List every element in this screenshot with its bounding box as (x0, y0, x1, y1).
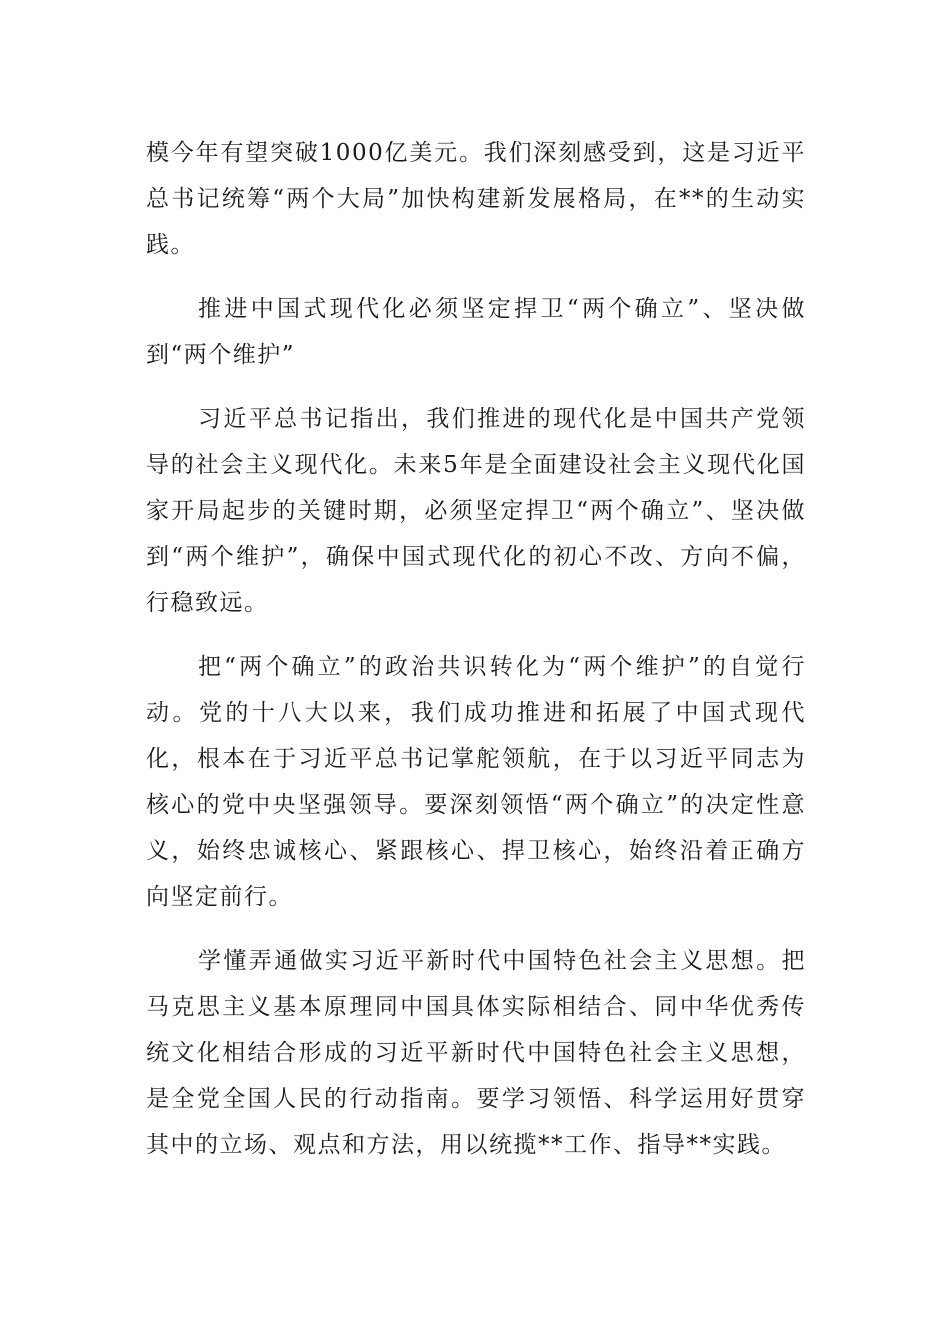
paragraph: 把“两个确立”的政治共识转化为“两个维护”的自觉行动。党的十八大以来，我们成功推进和拓展了中国式现代化，根本在于习近平总书记掌舵领航，在于以习近平同志为核心的党中央坚强领导。要深刻领悟“两个确立”的决定性意义，始终忠诚核心、紧跟核心、捍卫核心，始终沿着正确方向坚定前行。 (146, 654, 806, 910)
paragraph: 习近平总书记指出，我们推进的现代化是中国共产党领导的社会主义现代化。未来5年是全面建设社会主义现代化国家开局起步的关键时期，必须坚定捍卫“两个确立”、坚决做到“两个维护”，确保中国式现代化的初心不改、方向不偏，行稳致远。 (146, 406, 806, 616)
section-heading: 推进中国式现代化必须坚定捍卫“两个确立”、坚决做到“两个维护” (146, 296, 806, 368)
paragraph: 学懂弄通做实习近平新时代中国特色社会主义思想。把马克思主义基本原理同中国具体实际相结合、同中华优秀传统文化相结合形成的习近平新时代中国特色社会主义思想，是全党全国人民的行动指南。要学习领悟、科学运用好贯穿其中的立场、观点和方法，用以统揽**工作、指导**实践。 (146, 948, 806, 1158)
paragraph-continuation: 模今年有望突破1000亿美元。我们深刻感受到，这是习近平总书记统筹“两个大局”加快构建新发展格局，在**的生动实践。 (146, 140, 806, 258)
document-body (146, 130, 806, 1186)
